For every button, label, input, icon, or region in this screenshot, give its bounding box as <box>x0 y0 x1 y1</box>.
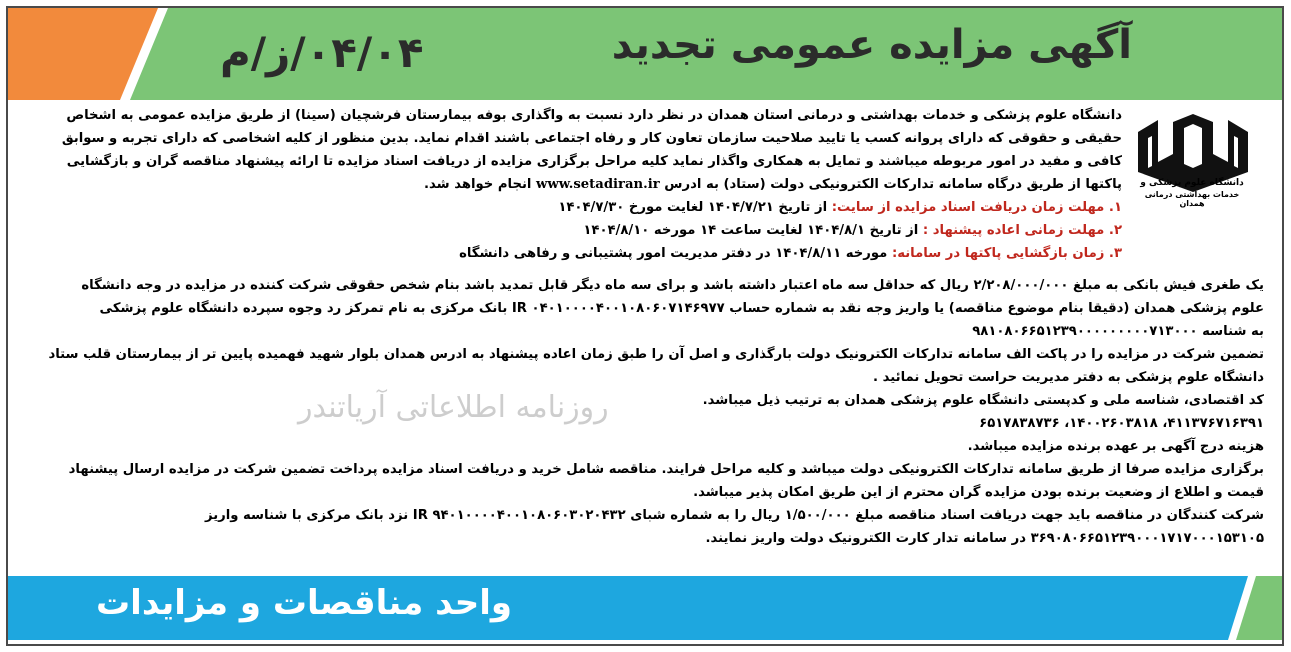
notice-title: آگهی مزایده عمومی تجدید <box>611 22 1132 68</box>
item-label: ۳. زمان بازگشایی پاکتها در سامانه: <box>891 246 1122 261</box>
footer-band <box>8 568 1282 648</box>
details-block <box>12 274 1264 550</box>
item-download-period <box>12 196 1122 219</box>
intro-line-with-url <box>12 173 1122 196</box>
item-value: مورخه ۱۴۰۴/۸/۱۱ در دفتر مدیریت امور پشتیبانی و رفاهی دانشگاه <box>459 246 888 261</box>
intro-line: حقیقی و حقوقی که دارای پروانه کسب یا تایید صلاحیت سازمان تعاون کار و رفاه اجتماعی باشند اقدام نماید. بدین منظور از کلیه اشخاصی که دارای تجربه و سوابق <box>61 131 1122 146</box>
item-label: ۱. مهلت زمان دریافت اسناد مزایده از سایت: <box>831 200 1122 215</box>
logo-caption-line1: دانشگاه علوم پزشکی و <box>1140 178 1244 188</box>
logo-caption-line2: خدمات بهداشتی درمانی همدان <box>1144 190 1240 208</box>
item-label: ۲. مهلت زمانی اعاده پیشنهاد : <box>922 223 1122 238</box>
notice-frame <box>6 6 1284 646</box>
item-opening-date <box>12 242 1122 265</box>
notice-code: ۰۴/۰۴/ز/م <box>220 28 424 77</box>
detail-line: ۳۶۹۰۸۰۶۶۵۱۲۳۹۰۰۰۱۷۱۷۰۰۰۱۵۳۱۰۵ در سامانه تدار کارت الکترونیک دولت واریز نمایند. <box>705 531 1264 546</box>
intro-line-text: پاکتها از طریق درگاه سامانه تدارکات الکترونیکی دولت (ستاد) به ادرس <box>664 177 1122 192</box>
item-value: از تاریخ ۱۴۰۴/۸/۱ لغایت ساعت ۱۴ مورخه ۱۴۰۴/۸/۱۰ <box>583 223 919 238</box>
detail-line: برگزاری مزایده صرفا از طریق سامانه تدارکات الکترونیکی دولت میباشد و کلیه مراحل فرایند. مناقصه شامل خرید و دریافت اسناد مزایده پرداخت تضمین شرکت در مزایده ارسال پیشنهاد <box>68 462 1264 477</box>
detail-line: دانشگاه علوم پزشکی به دفتر مدیریت حراست تحویل نمائید . <box>873 370 1264 385</box>
university-logo-icon <box>1128 112 1258 202</box>
detail-line: ۴۱۱۳۷۶۷۱۶۳۹۱، ۱۴۰۰۲۶۰۳۸۱۸، ۶۵۱۷۸۳۸۷۳۶ <box>979 416 1264 431</box>
detail-line: یک طغری فیش بانکی به مبلغ ۲/۲۰۸/۰۰۰/۰۰۰ ریال که حداقل سه ماه اعتبار داشته باشد و برای سه ماه دیگر قابل تمدید باشد بنام شخص حقوقی شرکت کننده در مزایده در وجه دانشگاه <box>81 278 1264 293</box>
intro-line-text: انجام خواهد شد. <box>424 177 532 192</box>
setad-url-link[interactable]: www.setadiran.ir <box>536 177 660 192</box>
watermark: روزنامه اطلاعاتی آریاتندر <box>298 390 609 425</box>
item-submission-deadline <box>12 219 1122 242</box>
header-orange-stripe <box>8 8 158 100</box>
detail-line: کد اقتصادی، شناسه ملی و کدپستی دانشگاه علوم پزشکی همدان به ترتیب ذیل میباشد. <box>702 393 1264 408</box>
item-value: از تاریخ ۱۴۰۴/۷/۲۱ لغایت مورخ ۱۴۰۴/۷/۳۰ <box>558 200 828 215</box>
intro-line: دانشگاه علوم پزشکی و خدمات بهداشتی و درمانی استان همدان در نظر دارد نسبت به واگذاری بوفه بیمارستان فرشچیان (سینا) از طریق مزایده عمومی به اشخاص <box>66 108 1122 123</box>
unit-name: واحد مناقصات و مزایدات <box>96 583 513 623</box>
intro-block <box>12 104 1122 265</box>
detail-line: قیمت و اطلاع از وضعیت برنده بودن مزایده گران محترم از این طریق امکان پذیر میباشد. <box>693 485 1264 500</box>
header-band <box>8 8 1282 100</box>
detail-line: شرکت کنندگان در مناقصه باید جهت دریافت اسناد مناقصه مبلغ ۱/۵۰۰/۰۰۰ ریال را به شماره شبای IR ۹۴۰۱۰۰۰۰۴۰۰۱۰۸۰۶۰۳۰۲۰۴۳۲ نزد بانک مرکزی با شناسه واریز <box>205 508 1264 523</box>
detail-line: تضمین شرکت در مزایده را در پاکت الف سامانه تدارکات الکترونیک دولت بارگذاری و اصل آن را طبق زمان اعاده پیشنهاد به ادرس همدان بلوار شهید فهمیده پایین تر از بیمارستان قلب ستاد <box>48 347 1264 362</box>
detail-line: به شناسه ۹۸۱۰۸۰۶۶۵۱۲۳۹۰۰۰۰۰۰۰۰۰۷۱۳۰۰۰ <box>972 324 1264 339</box>
detail-line: علوم پزشکی همدان (دقیقا بنام موضوع مناقصه) یا واریز وجه نقد به شماره حساب IR ۰۴۰۱۰۰۰۰۴۰۰۱۰۸۰۶۰۷۱۴۶۹۷۷ بانک مرکزی به نام تمرکز رد وجوه سپرده دانشگاه علوم پزشکی <box>99 301 1264 316</box>
intro-line: کافی و مفید در امور مربوطه میباشند و تمایل به همکاری واگذار نماید کلیه مراحل برگزاری مزایده از دریافت اسناد مزایده تا ارائه پیشنهاد مناقصه گران و بازگشایی <box>66 154 1122 169</box>
detail-line: هزینه درج آگهی بر عهده برنده مزایده میباشد. <box>967 439 1264 454</box>
